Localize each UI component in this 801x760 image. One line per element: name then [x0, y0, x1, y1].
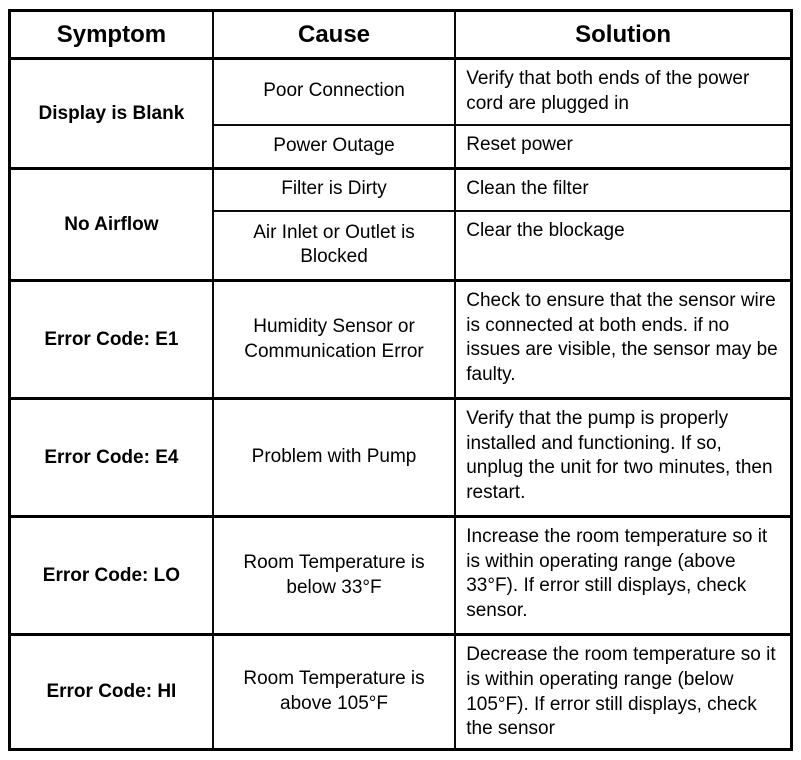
cause-cell: Problem with Pump — [213, 399, 455, 517]
header-cause: Cause — [213, 11, 455, 59]
cause-cell: Air Inlet or Outlet is Blocked — [213, 211, 455, 281]
cause-cell: Room Temperature is below 33°F — [213, 517, 455, 635]
cause-cell: Room Temperature is above 105°F — [213, 635, 455, 750]
solution-cell: Decrease the room temperature so it is within operating range (below 105°F). If error still displays, check the sensor — [455, 635, 791, 750]
cause-cell: Filter is Dirty — [213, 169, 455, 211]
symptom-cell-no-airflow: No Airflow — [10, 169, 213, 281]
table-row — [10, 281, 792, 399]
solution-cell: Increase the room temperature so it is within operating range (above 33°F). If error still displays, check sensor. — [455, 517, 791, 635]
symptom-cell-lo: Error Code: LO — [10, 517, 213, 635]
solution-cell: Check to ensure that the sensor wire is connected at both ends. if no issues are visible, the sensor may be faulty. — [455, 281, 791, 399]
cause-cell: Poor Connection — [213, 59, 455, 125]
table-row — [10, 169, 792, 211]
header-symptom: Symptom — [10, 11, 213, 59]
table-row — [10, 59, 792, 125]
symptom-cell-e4: Error Code: E4 — [10, 399, 213, 517]
symptom-cell-display-blank: Display is Blank — [10, 59, 213, 169]
solution-cell: Verify that the pump is properly installed and functioning. If so, unplug the unit for two minutes, then restart. — [455, 399, 791, 517]
cause-cell: Power Outage — [213, 125, 455, 169]
solution-cell: Clean the filter — [455, 169, 791, 211]
table-row — [10, 635, 792, 750]
header-row — [10, 11, 792, 59]
symptom-cell-hi: Error Code: HI — [10, 635, 213, 750]
cause-cell: Humidity Sensor or Communication Error — [213, 281, 455, 399]
symptom-cell-e1: Error Code: E1 — [10, 281, 213, 399]
header-solution: Solution — [455, 11, 791, 59]
solution-cell: Reset power — [455, 125, 791, 169]
solution-cell: Clear the blockage — [455, 211, 791, 281]
troubleshooting-table — [8, 9, 793, 751]
table-row — [10, 517, 792, 635]
table-row — [10, 399, 792, 517]
solution-cell: Verify that both ends of the power cord are plugged in — [455, 59, 791, 125]
